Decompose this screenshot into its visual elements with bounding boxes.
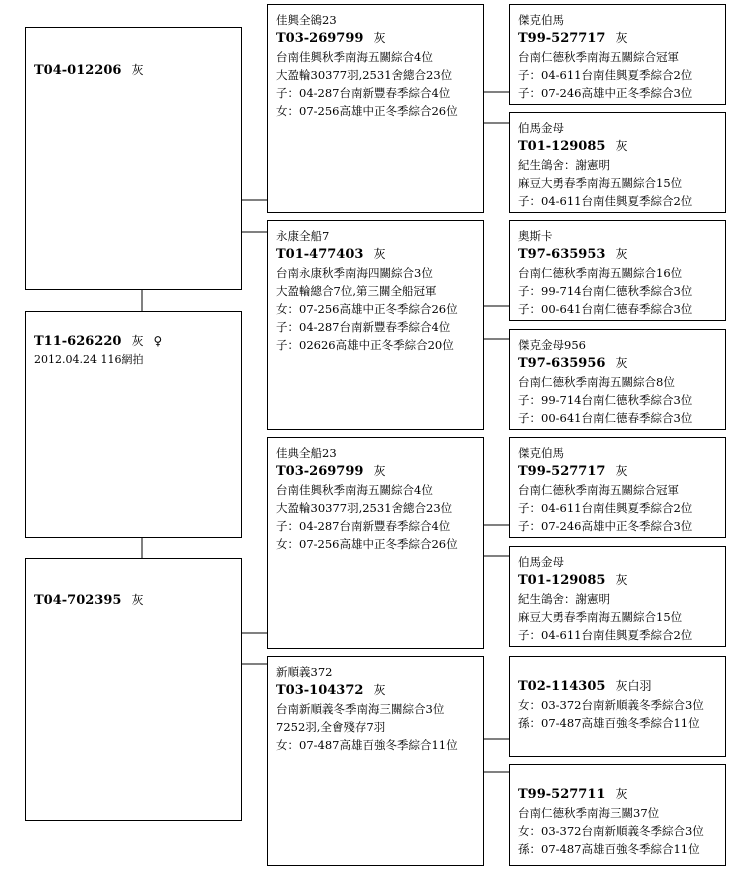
gg-box-6	[509, 546, 726, 647]
gg-line: 孫：07-487高雄百強冬季綜合11位	[518, 716, 700, 730]
gg-color: 灰白羽	[615, 679, 652, 693]
dam-sire-id: T03-269799	[276, 464, 364, 479]
gg-line: 子：04-611台南佳興夏季綜合2位	[518, 501, 693, 515]
gg-id-line	[518, 245, 721, 264]
gg-line: 台南仁德秋季南海五關綜合冠軍	[518, 483, 679, 497]
gg-line: 女：03-372台南新順義冬季綜合3位	[518, 824, 704, 838]
gg-box-4	[509, 329, 726, 430]
gg-name: 傑克金母956	[518, 338, 586, 352]
gg-color: 灰	[615, 464, 628, 478]
gg-name: 奧斯卡	[518, 229, 553, 243]
gg-name: 傑克伯馬	[518, 13, 564, 27]
gg-id-line	[518, 677, 721, 696]
gg-box-8	[509, 764, 726, 866]
gg-box-7	[509, 656, 726, 757]
sire-dam-id-line	[276, 245, 479, 264]
sire-dam-name: 永康全船7	[276, 229, 330, 243]
gg-color: 灰	[615, 31, 628, 45]
sire-sire-line: 子：04-287台南新豐春季綜合4位	[276, 86, 451, 100]
gg-line: 孫：07-487高雄百強冬季綜合11位	[518, 842, 700, 856]
gg-id-line	[518, 462, 721, 481]
gg-line: 紀生鴿舍：謝憲明	[518, 592, 610, 606]
dam-dam-color: 灰	[373, 683, 386, 697]
gg-id-line	[518, 137, 721, 156]
dam-dam-id: T03-104372	[276, 683, 364, 698]
subject-color: 灰	[131, 334, 144, 348]
gg-box-2	[509, 112, 726, 213]
gg-id: T99-527711	[518, 787, 606, 802]
gg-color: 灰	[615, 247, 628, 261]
subject-sex: ♀	[153, 334, 163, 348]
sire-box	[25, 27, 242, 290]
gg-color: 灰	[615, 356, 628, 370]
gg-id: T01-129085	[518, 139, 606, 154]
dam-box	[25, 558, 242, 821]
gg-line: 子：00-641台南仁德春季綜合3位	[518, 302, 693, 316]
gg-id: T99-527717	[518, 31, 606, 46]
sire-dam-line: 子：04-287台南新豐春季綜合4位	[276, 320, 451, 334]
gg-id-line	[518, 354, 721, 373]
dam-sire-line: 女：07-256高雄中正冬季綜合26位	[276, 537, 458, 551]
sire-dam-line: 大盈輪總合7位,第三關全船冠軍	[276, 284, 437, 298]
sire-id: T04-012206	[34, 63, 122, 78]
dam-sire-line: 台南佳興秋季南海五關綜合4位	[276, 483, 433, 497]
gg-line: 台南仁德秋季南海五關綜合8位	[518, 375, 675, 389]
gg-line: 子：04-611台南佳興夏季綜合2位	[518, 194, 693, 208]
dam-dam-id-line	[276, 681, 479, 700]
subject-box	[25, 311, 242, 538]
gg-line: 子：04-611台南佳興夏季綜合2位	[518, 628, 693, 642]
gg-id-line	[518, 785, 721, 804]
gg-line: 麻豆大勇春季南海五關綜合15位	[518, 610, 683, 624]
gg-name: 伯馬金母	[518, 121, 564, 135]
gg-id: T99-527717	[518, 464, 606, 479]
gg-line: 子：04-611台南佳興夏季綜合2位	[518, 68, 693, 82]
sire-sire-id: T03-269799	[276, 31, 364, 46]
gg-id: T01-129085	[518, 573, 606, 588]
sire-dam-color: 灰	[373, 247, 386, 261]
sire-dam-box	[267, 220, 484, 430]
gg-line: 台南仁德秋季南海三關37位	[518, 806, 660, 820]
dam-dam-box	[267, 656, 484, 866]
dam-dam-line: 台南新順義冬季南海三關綜合3位	[276, 702, 445, 716]
dam-id-line	[34, 591, 237, 610]
sire-sire-box	[267, 4, 484, 213]
subject-note: 2012.04.24 116網拍	[34, 353, 144, 366]
gg-line: 子：99-714台南仁德秋季綜合3位	[518, 284, 693, 298]
gg-id-line	[518, 29, 721, 48]
gg-box-1	[509, 4, 726, 105]
gg-line: 女：03-372台南新順義冬季綜合3位	[518, 698, 704, 712]
gg-id: T97-635956	[518, 356, 606, 371]
sire-dam-id: T01-477403	[276, 247, 364, 262]
sire-id-line	[34, 61, 237, 80]
gg-color: 灰	[615, 139, 628, 153]
dam-dam-line: 7252羽,全會殘存7羽	[276, 720, 386, 734]
gg-box-5	[509, 437, 726, 538]
gg-line: 子：07-246高雄中正冬季綜合3位	[518, 519, 693, 533]
gg-box-3	[509, 220, 726, 321]
gg-color: 灰	[615, 787, 628, 801]
gg-name: 傑克伯馬	[518, 446, 564, 460]
dam-sire-id-line	[276, 462, 479, 481]
dam-color: 灰	[131, 593, 144, 607]
dam-dam-line: 女：07-487高雄百強冬季綜合11位	[276, 738, 458, 752]
sire-sire-line: 台南佳興秋季南海五關綜合4位	[276, 50, 433, 64]
gg-line: 子：99-714台南仁德秋季綜合3位	[518, 393, 693, 407]
dam-sire-color: 灰	[373, 464, 386, 478]
gg-color: 灰	[615, 573, 628, 587]
gg-id: T02-114305	[518, 679, 606, 694]
gg-line: 台南仁德秋季南海五關綜合16位	[518, 266, 683, 280]
dam-sire-line: 大盈輪30377羽,2531舍總合23位	[276, 501, 453, 515]
sire-sire-name: 佳興全鵒23	[276, 13, 337, 27]
sire-dam-line: 台南永康秋季南海四關綜合3位	[276, 266, 433, 280]
sire-sire-id-line	[276, 29, 479, 48]
dam-sire-name: 佳典全船23	[276, 446, 337, 460]
gg-line: 紀生鴿舍：謝憲明	[518, 158, 610, 172]
subject-id-line	[34, 332, 237, 351]
gg-line: 麻豆大勇春季南海五關綜合15位	[518, 176, 683, 190]
gg-line: 子：00-641台南仁德春季綜合3位	[518, 411, 693, 425]
sire-dam-line: 女：07-256高雄中正冬季綜合26位	[276, 302, 458, 316]
gg-line: 子：07-246高雄中正冬季綜合3位	[518, 86, 693, 100]
gg-id-line	[518, 571, 721, 590]
dam-id: T04-702395	[34, 593, 122, 608]
sire-color: 灰	[131, 63, 144, 77]
sire-sire-line: 大盈輪30377羽,2531舍總合23位	[276, 68, 453, 82]
sire-dam-line: 子：02626高雄中正冬季綜合20位	[276, 338, 454, 352]
dam-sire-box	[267, 437, 484, 649]
subject-id: T11-626220	[34, 334, 122, 349]
dam-dam-name: 新順義372	[276, 665, 333, 679]
sire-sire-line: 女：07-256高雄中正冬季綜合26位	[276, 104, 458, 118]
gg-name: 伯馬金母	[518, 555, 564, 569]
sire-sire-color: 灰	[373, 31, 386, 45]
dam-sire-line: 子：04-287台南新豐春季綜合4位	[276, 519, 451, 533]
gg-line: 台南仁德秋季南海五關綜合冠軍	[518, 50, 679, 64]
gg-id: T97-635953	[518, 247, 606, 262]
